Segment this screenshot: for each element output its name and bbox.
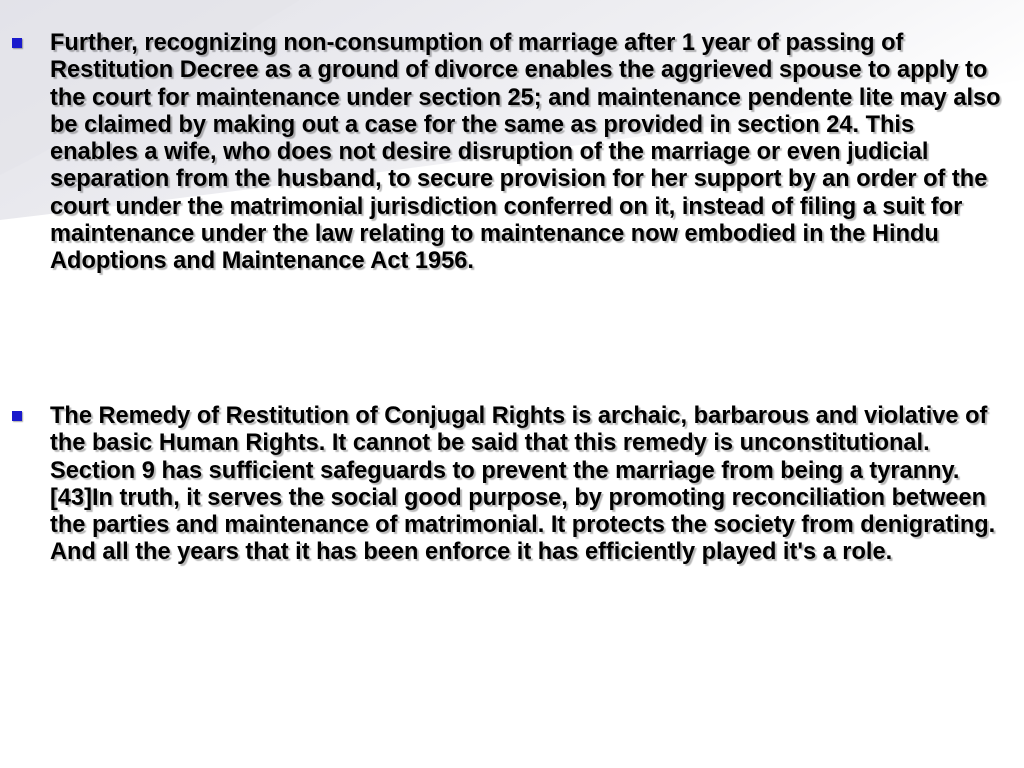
bullet-text: The Remedy of Restitution of Conjugal Rights is archaic, barbarous and violative of the basic Human Rights. It cannot be said that this remedy is unconstitutional. Section 9 has sufficient safeguards to prevent the marriage from being a tyranny.[43]In truth, it serves the social good purpose, by promoting reconciliation between the parties and maintenance of matrimonial. It protects the society from denigrating. And all the years that it has been enforce it has efficiently played it's a role. — [50, 403, 996, 566]
square-bullet-icon — [12, 411, 22, 421]
square-bullet-icon — [12, 38, 22, 48]
bullet-text: Further, recognizing non-consumption of marriage after 1 year of passing of Restitution Decree as a ground of divorce enables the aggrieved spouse to apply to the court for maintenance under section 25; and maintenance pendente lite may also be claimed by making out a case for the same as provided in section 24. This enables a wife, who does not desire disruption of the marriage or even judicial separation from the husband, to secure provision for her support by an order of the court under the matrimonial jurisdiction conferred on it, instead of filing a suit for maintenance under the law relating to maintenance now embodied in the Hindu Adoptions and Maintenance Act 1956. — [50, 30, 1001, 275]
